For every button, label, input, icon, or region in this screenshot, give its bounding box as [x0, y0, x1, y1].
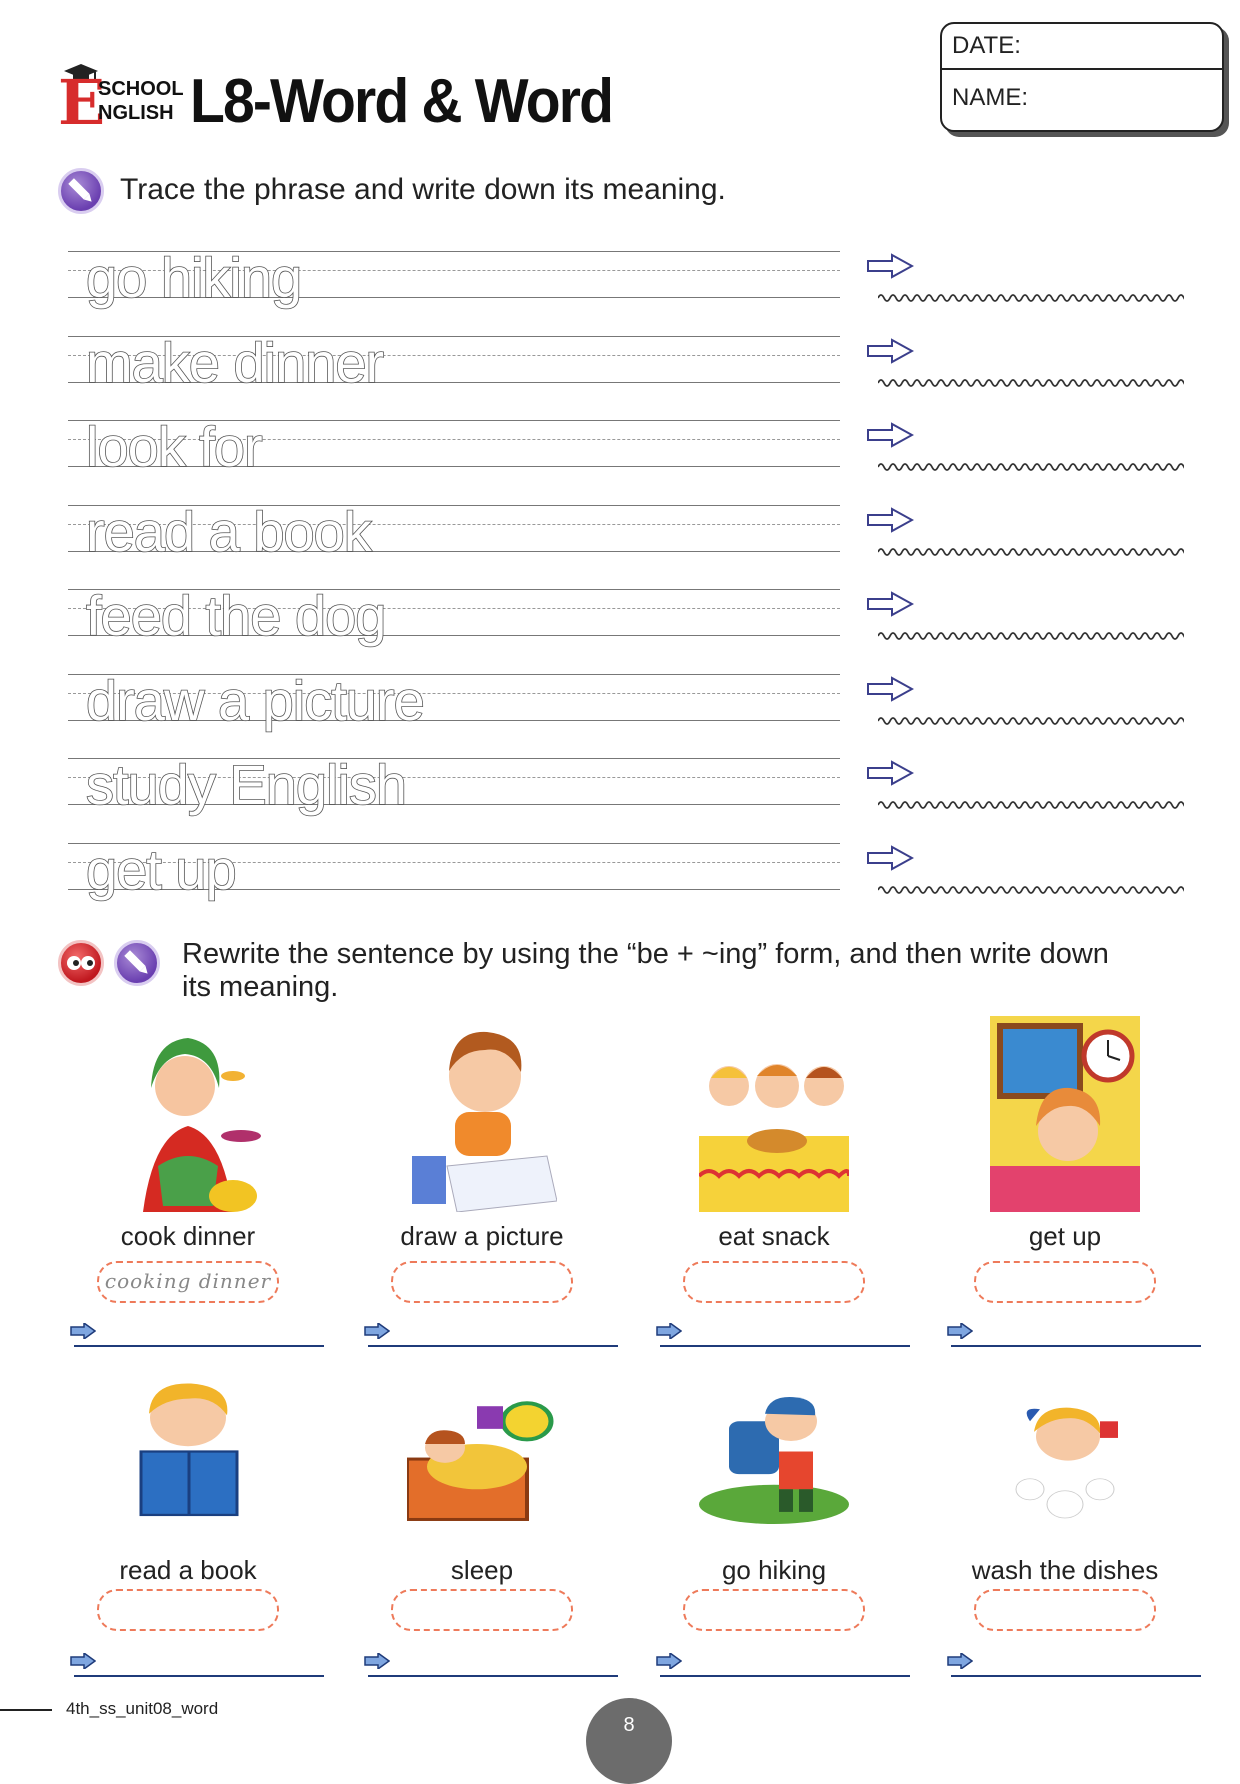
section2-instruction-line2: its meaning.	[182, 971, 339, 1003]
ing-form-answer-box[interactable]	[391, 1261, 573, 1303]
illustration-girl-washing-dishes	[990, 1376, 1140, 1524]
arrow-icon	[866, 422, 914, 448]
item-caption: read a book	[119, 1555, 257, 1585]
ing-form-answer-box[interactable]	[683, 1261, 865, 1303]
trace-row[interactable]	[68, 668, 840, 732]
section2-instruction-line1: Rewrite the sentence by using the “be + ~ing” form, and then write down	[182, 938, 1109, 970]
meaning-answer-line[interactable]	[74, 1675, 324, 1677]
trace-phrase: make dinner	[86, 330, 384, 394]
answer-wavy-line[interactable]	[878, 460, 1184, 474]
footer-file-label: 4th_ss_unit08_word	[66, 1699, 219, 1718]
trace-row[interactable]	[68, 584, 840, 647]
arrow-icon	[866, 845, 914, 871]
eyes-icon	[58, 940, 104, 986]
page-title: L8-Word & Word	[190, 67, 613, 136]
trace-phrase: get up	[86, 837, 236, 901]
arrow-icon	[866, 507, 914, 533]
pencil-icon	[114, 940, 160, 986]
meaning-answer-line[interactable]	[660, 1675, 910, 1677]
answer-wavy-line[interactable]	[878, 545, 1184, 559]
logo-english-text: NGLISH	[98, 102, 174, 124]
answer-wavy-line[interactable]	[878, 291, 1184, 305]
item-caption: eat snack	[718, 1221, 830, 1251]
trace-phrase: feed the dog	[86, 584, 386, 647]
illustration-kids-eating-snack-at-table	[699, 1016, 849, 1212]
logo-school-text: SCHOOL	[98, 78, 184, 100]
answer-wavy-line[interactable]	[878, 376, 1184, 390]
section2-instruction	[182, 938, 1109, 1004]
trace-phrase: draw a picture	[86, 668, 424, 732]
answer-wavy-line[interactable]	[878, 629, 1184, 643]
item-caption: go hiking	[721, 1555, 827, 1585]
item-caption: cook dinner	[120, 1221, 256, 1251]
ing-form-answer-box[interactable]	[974, 1261, 1156, 1303]
answer-wavy-line[interactable]	[878, 714, 1184, 728]
sample-answer: cooking dinner	[104, 1269, 272, 1293]
arrow-icon	[866, 338, 914, 364]
meaning-answer-line[interactable]	[74, 1345, 324, 1347]
trace-phrase: look for	[86, 415, 262, 478]
illustration-girl-waking-up-in-bed	[990, 1016, 1140, 1212]
trace-row[interactable]	[68, 837, 840, 901]
ing-form-answer-box[interactable]	[683, 1589, 865, 1631]
trace-row[interactable]	[68, 246, 840, 309]
trace-phrase: read a book	[86, 499, 371, 563]
ing-form-answer-box[interactable]	[97, 1589, 279, 1631]
arrow-icon	[866, 253, 914, 279]
trace-row[interactable]	[68, 499, 840, 563]
meaning-arrow-icon	[364, 1653, 390, 1669]
trace-row[interactable]	[68, 415, 840, 478]
illustration-boy-drawing-with-crayons	[407, 1016, 557, 1212]
school-english-logo	[58, 64, 184, 139]
trace-phrase: go hiking	[86, 246, 302, 309]
date-name-box	[940, 22, 1224, 132]
pencil-icon	[58, 168, 104, 214]
meaning-arrow-icon	[656, 1323, 682, 1339]
meaning-arrow-icon	[70, 1653, 96, 1669]
name-label: NAME:	[952, 84, 1029, 111]
meaning-answer-line[interactable]	[951, 1345, 1201, 1347]
meaning-arrow-icon	[70, 1323, 96, 1339]
footer-line	[0, 1709, 52, 1711]
item-caption: sleep	[450, 1555, 514, 1585]
illustration-boy-reading-blue-book	[113, 1376, 263, 1524]
date-label: DATE:	[952, 32, 1021, 59]
arrow-icon	[866, 760, 914, 786]
meaning-arrow-icon	[947, 1653, 973, 1669]
trace-row[interactable]	[68, 753, 840, 816]
meaning-answer-line[interactable]	[368, 1675, 618, 1677]
meaning-arrow-icon	[364, 1323, 390, 1339]
answer-wavy-line[interactable]	[878, 883, 1184, 897]
arrow-icon	[866, 591, 914, 617]
arrow-icon	[866, 676, 914, 702]
meaning-answer-line[interactable]	[368, 1345, 618, 1347]
illustration-boy-hiking-with-backpack	[699, 1376, 849, 1524]
answer-wavy-line[interactable]	[878, 798, 1184, 812]
meaning-answer-line[interactable]	[951, 1675, 1201, 1677]
date-name-divider	[942, 68, 1222, 70]
item-caption: get up	[1028, 1221, 1102, 1251]
trace-row[interactable]	[68, 330, 840, 394]
meaning-answer-line[interactable]	[660, 1345, 910, 1347]
section1-instruction: Trace the phrase and write down its meaning.	[120, 173, 726, 206]
item-caption: wash the dishes	[971, 1555, 1159, 1585]
page-number: 8	[586, 1698, 672, 1784]
logo-letter: E	[58, 66, 106, 139]
illustration-grandma-cooking-pancakes	[113, 1016, 263, 1212]
item-caption: draw a picture	[400, 1221, 564, 1251]
trace-phrase: study English	[86, 753, 407, 816]
meaning-arrow-icon	[656, 1653, 682, 1669]
ing-form-answer-box[interactable]	[97, 1261, 279, 1303]
illustration-boy-sleeping-with-alarm-clock	[407, 1376, 557, 1524]
ing-form-answer-box[interactable]	[974, 1589, 1156, 1631]
ing-form-answer-box[interactable]	[391, 1589, 573, 1631]
meaning-arrow-icon	[947, 1323, 973, 1339]
